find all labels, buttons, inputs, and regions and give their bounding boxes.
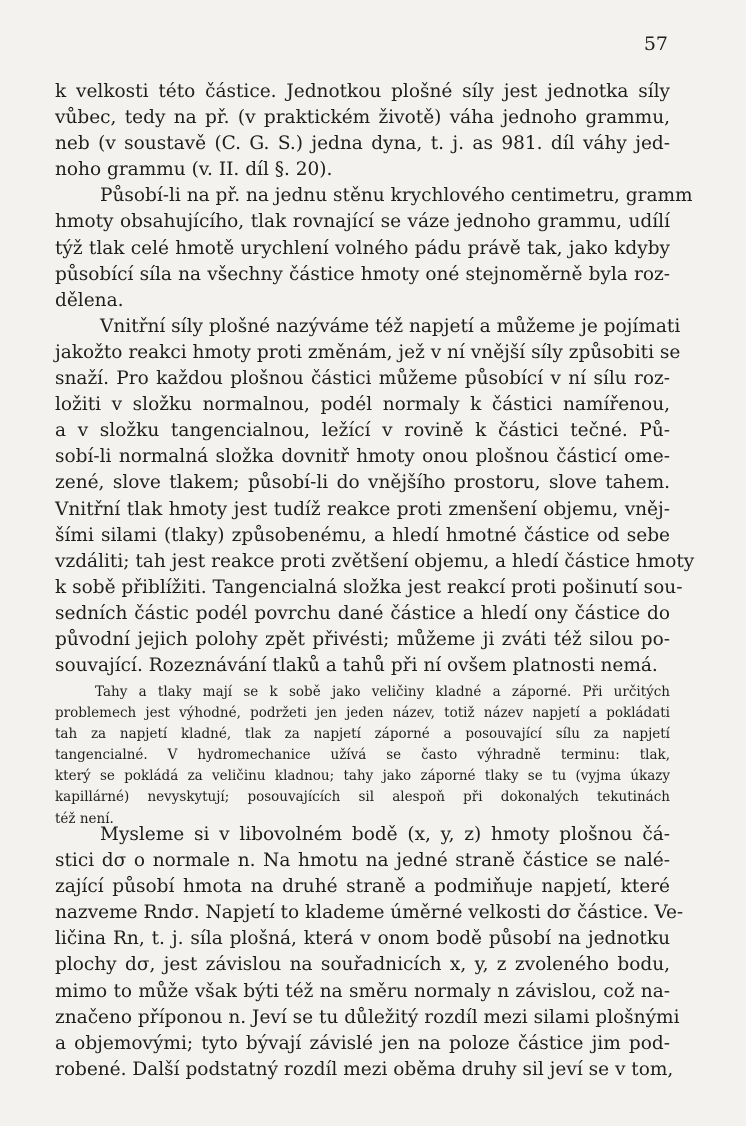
text-line: a objemovými; tyto bývají závislé jen na poloze částice jim pod- [55, 1032, 670, 1054]
text-line: stici dσ o normale n. Na hmotu na jedné straně částice se nalé- [55, 850, 670, 872]
note-line: tangencialné. V hydromechanice užívá se často výhradně terminu: tlak, [55, 747, 670, 764]
text-line: zené, slove tlakem; působí-li do vnějšího prostoru, slove tahem. [55, 472, 670, 494]
text-line: ličina Rn, t. j. síla plošná, která v onom bodě působí na jednotku [55, 928, 670, 950]
text-line: jakožto reakci hmoty proti změnám, jež v ní vnější síly způsobiti se [55, 341, 681, 363]
note-block [55, 682, 670, 830]
text-line: Působí-li na př. na jednu stěnu krychlového centimetru, gramm [100, 185, 693, 207]
text-line: Vnitřní tlak hmoty jest tudíž reakce proti zmenšení objemu, vněj- [55, 498, 670, 520]
text-line: vzdáliti; tah jest reakce proti zvětšení objemu, a hledí částice hmoty [55, 550, 695, 572]
note-line: tah za napjetí kladné, tlak za napjetí záporné a posouvající sílu za napjetí [55, 726, 670, 743]
text-line: původní jejich polohy zpět přivésti; můžeme ji zváti též silou po- [55, 628, 670, 650]
text-line: k sobě přiblížiti. Tangencialná složka jest reakcí proti pošinutí sou- [55, 576, 683, 598]
page-number: 57 [643, 33, 668, 55]
text-line: sedních částic podél povrchu dané částice a hledí ony částice do [55, 602, 670, 624]
text-line: Mysleme si v libovolném bodě (x, y, z) hmoty plošnou čá- [100, 824, 670, 845]
text-line: sobí-li normalná složka dovnitř hmoty onou plošnou částicí ome- [55, 446, 670, 468]
text-line: značeno příponou n. Jeví se tu důležitý rozdíl mezi silami plošnými [55, 1006, 680, 1028]
text-line: působící síla na všechny částice hmoty oné stejnoměrně byla roz- [55, 263, 670, 285]
note-line: problemech jest výhodné, podržeti jen jeden název, totiž název napjetí a pokládati [55, 705, 670, 722]
text-line: šími silami (tlaky) způsobenému, a hledí hmotné částice od sebe [55, 524, 670, 546]
note-line: též není. [55, 810, 114, 827]
text-line: neb (v soustavě (C. G. S.) jedna dyna, t. j. as 981. díl váhy jed- [55, 133, 670, 155]
note-line: Tahy a tlaky mají se k sobě jako veličiny kladné a záporné. Při určitých [95, 684, 670, 700]
text-line: vůbec, tedy na př. (v praktickém životě) váha jednoho grammu, [55, 107, 670, 129]
tail-text-block [55, 822, 684, 1083]
note-line: který se pokládá za veličinu kladnou; tahy jako záporné tlaky se tu (vyjma úkazy [55, 768, 670, 785]
text-line: a v složku tangencialnou, ležící v rovině k částici tečné. Pů- [55, 420, 670, 442]
text-line: zající působí hmota na druhé straně a podmiňuje napjetí, které [55, 876, 670, 898]
text-line: Vnitřní síly plošné nazýváme též napjetí a můžeme je pojímati [100, 315, 681, 337]
note-line: kapillárné) nevyskytují; posouvajících sil alespoň při dokonalých tekutinách [55, 789, 670, 806]
text-line: snaží. Pro každou plošnou částici můžeme působící v ní sílu roz- [55, 368, 670, 390]
text-line: mimo to může však býti též na směru normaly n závislou, což na- [55, 980, 670, 1002]
text-line: týž tlak celé hmotě urychlení volného pádu právě tak, jako kdyby [55, 237, 670, 259]
text-line: plochy dσ, jest závislou na souřadnicích x, y, z zvoleného bodu, [55, 954, 670, 976]
text-line: noho grammu (v. II. díl §. 20). [55, 159, 333, 181]
text-line: robené. Další podstatný rozdíl mezi oběma druhy sil jeví se v tom, [55, 1058, 674, 1080]
main-text-block [55, 79, 695, 679]
text-line: k velkosti této částice. Jednotkou plošné síly jest jednotka síly [55, 81, 670, 102]
text-line: nazveme Rndσ. Napjetí to klademe úměrné velkosti dσ částice. Ve- [55, 902, 684, 924]
text-line: hmoty obsahujícího, tlak rovnající se váze jednoho grammu, udílí [55, 211, 670, 233]
text-line: ložiti v složku normalnou, podél normaly k částici namířenou, [55, 394, 670, 416]
text-line: dělena. [55, 289, 124, 311]
text-line: souvající. Rozeznávání tlaků a tahů při ní ovšem platnosti nemá. [55, 655, 658, 677]
